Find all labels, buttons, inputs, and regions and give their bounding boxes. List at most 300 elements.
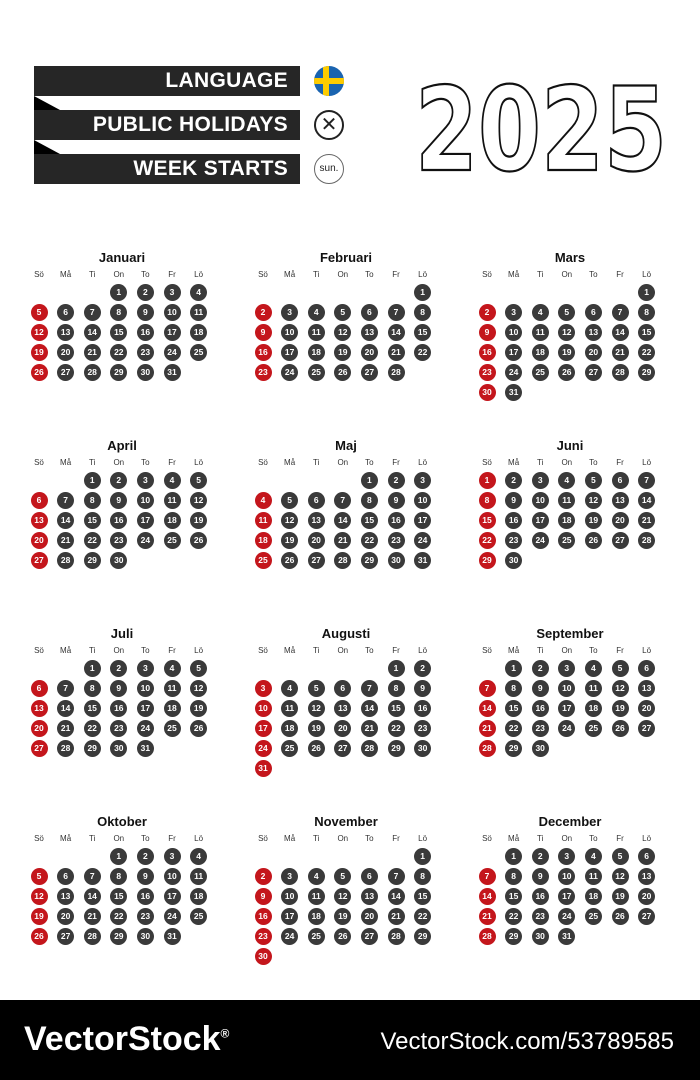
day-cell: 22 bbox=[110, 908, 127, 925]
day-cell: 17 bbox=[137, 700, 154, 717]
day-cell: 19 bbox=[585, 512, 602, 529]
sunday-day-cell: 19 bbox=[31, 344, 48, 361]
day-cell: 2 bbox=[137, 848, 154, 865]
weekday-label: Lö bbox=[194, 270, 204, 279]
day-cell: 19 bbox=[190, 512, 207, 529]
day-cell: 20 bbox=[638, 700, 655, 717]
day-cell: 1 bbox=[414, 284, 431, 301]
day-cell: 16 bbox=[110, 700, 127, 717]
day-cell: 25 bbox=[585, 720, 602, 737]
day-cell: 30 bbox=[137, 928, 154, 945]
day-cell: 28 bbox=[57, 552, 74, 569]
weekday-label: Ti bbox=[89, 834, 96, 843]
day-cell: 5 bbox=[281, 492, 298, 509]
weekday-label: On bbox=[337, 270, 349, 279]
day-cell: 1 bbox=[638, 284, 655, 301]
day-cell: 24 bbox=[281, 928, 298, 945]
day-cell: 5 bbox=[585, 472, 602, 489]
weekday-label: Lö bbox=[642, 458, 652, 467]
day-cell: 14 bbox=[612, 324, 629, 341]
weekday-label: Lö bbox=[194, 458, 204, 467]
day-cell: 26 bbox=[612, 908, 629, 925]
day-cell: 25 bbox=[532, 364, 549, 381]
sunday-day-cell: 12 bbox=[31, 888, 48, 905]
day-cell: 9 bbox=[532, 680, 549, 697]
day-cell: 12 bbox=[585, 492, 602, 509]
day-cell: 15 bbox=[84, 700, 101, 717]
sunday-day-cell: 3 bbox=[255, 680, 272, 697]
sunday-day-cell: 6 bbox=[31, 492, 48, 509]
day-cell: 4 bbox=[532, 304, 549, 321]
day-cell: 18 bbox=[164, 700, 181, 717]
day-cell: 29 bbox=[84, 552, 101, 569]
weekday-label: To bbox=[141, 458, 150, 467]
weekday-label: Ti bbox=[89, 270, 96, 279]
month-title: Januari bbox=[98, 250, 146, 265]
day-cell: 2 bbox=[110, 660, 127, 677]
weekday-label: Ti bbox=[313, 834, 320, 843]
day-cell: 26 bbox=[334, 928, 351, 945]
weekday-label: Sö bbox=[482, 646, 492, 655]
day-cell: 6 bbox=[57, 304, 74, 321]
day-cell: 19 bbox=[612, 888, 629, 905]
day-cell: 12 bbox=[612, 868, 629, 885]
weekday-label: Sö bbox=[258, 270, 268, 279]
day-cell: 11 bbox=[532, 324, 549, 341]
day-cell: 18 bbox=[558, 512, 575, 529]
day-cell: 9 bbox=[414, 680, 431, 697]
day-cell: 29 bbox=[110, 928, 127, 945]
day-cell: 2 bbox=[137, 284, 154, 301]
day-cell: 12 bbox=[612, 680, 629, 697]
weekday-label: Lö bbox=[194, 834, 204, 843]
weekday-label: Fr bbox=[392, 270, 400, 279]
weekday-label: Må bbox=[508, 270, 520, 279]
day-cell: 27 bbox=[334, 740, 351, 757]
day-cell: 18 bbox=[585, 700, 602, 717]
day-cell: 1 bbox=[361, 472, 378, 489]
day-cell: 17 bbox=[164, 324, 181, 341]
day-cell: 3 bbox=[164, 848, 181, 865]
day-cell: 21 bbox=[361, 720, 378, 737]
day-cell: 4 bbox=[585, 660, 602, 677]
weekday-label: Fr bbox=[616, 458, 624, 467]
day-cell: 14 bbox=[388, 324, 405, 341]
day-cell: 16 bbox=[532, 888, 549, 905]
weekday-label: Sö bbox=[258, 834, 268, 843]
day-cell: 23 bbox=[532, 908, 549, 925]
day-cell: 22 bbox=[505, 720, 522, 737]
month-title: Augusti bbox=[321, 626, 371, 641]
day-cell: 29 bbox=[414, 928, 431, 945]
month-title: November bbox=[314, 814, 378, 829]
day-cell: 22 bbox=[388, 720, 405, 737]
day-cell: 30 bbox=[414, 740, 431, 757]
day-cell: 26 bbox=[612, 720, 629, 737]
day-cell: 12 bbox=[190, 492, 207, 509]
day-cell: 30 bbox=[137, 364, 154, 381]
weekday-label: To bbox=[589, 270, 598, 279]
day-cell: 24 bbox=[164, 908, 181, 925]
year-text: 2025 bbox=[415, 64, 667, 184]
day-cell: 1 bbox=[84, 660, 101, 677]
month-title: Juni bbox=[556, 438, 584, 453]
day-cell: 2 bbox=[532, 660, 549, 677]
day-cell: 28 bbox=[84, 928, 101, 945]
day-cell: 26 bbox=[308, 740, 325, 757]
day-cell: 12 bbox=[281, 512, 298, 529]
sunday-day-cell: 14 bbox=[479, 700, 496, 717]
day-cell: 27 bbox=[585, 364, 602, 381]
day-cell: 7 bbox=[612, 304, 629, 321]
day-cell: 17 bbox=[558, 888, 575, 905]
day-cell: 7 bbox=[84, 304, 101, 321]
weekday-label: Sö bbox=[482, 270, 492, 279]
brand-mark: ® bbox=[220, 1026, 230, 1041]
weekday-label: Må bbox=[508, 646, 520, 655]
day-cell: 22 bbox=[414, 908, 431, 925]
day-cell: 21 bbox=[388, 344, 405, 361]
day-cell: 5 bbox=[612, 848, 629, 865]
day-cell: 9 bbox=[110, 492, 127, 509]
cross-mark: ✕ bbox=[320, 114, 338, 136]
weekday-label: Må bbox=[284, 458, 296, 467]
day-cell: 4 bbox=[308, 304, 325, 321]
day-cell: 10 bbox=[505, 324, 522, 341]
weekday-label: To bbox=[589, 646, 598, 655]
day-cell: 25 bbox=[585, 908, 602, 925]
weekday-label: Lö bbox=[418, 646, 428, 655]
day-cell: 30 bbox=[388, 552, 405, 569]
day-cell: 4 bbox=[190, 848, 207, 865]
day-cell: 24 bbox=[505, 364, 522, 381]
sweden-flag-icon bbox=[314, 66, 344, 96]
day-cell: 22 bbox=[84, 532, 101, 549]
sunday-day-cell: 14 bbox=[479, 888, 496, 905]
day-cell: 23 bbox=[505, 532, 522, 549]
day-cell: 7 bbox=[388, 304, 405, 321]
day-cell: 29 bbox=[84, 740, 101, 757]
day-cell: 5 bbox=[612, 660, 629, 677]
day-cell: 14 bbox=[84, 888, 101, 905]
day-cell: 9 bbox=[137, 304, 154, 321]
weekday-label: On bbox=[113, 458, 125, 467]
weekday-label: On bbox=[113, 834, 125, 843]
day-cell: 15 bbox=[388, 700, 405, 717]
day-cell: 16 bbox=[110, 512, 127, 529]
weekday-label: On bbox=[337, 458, 349, 467]
day-cell: 14 bbox=[84, 324, 101, 341]
day-cell: 20 bbox=[612, 512, 629, 529]
day-cell: 2 bbox=[388, 472, 405, 489]
day-cell: 10 bbox=[281, 324, 298, 341]
day-cell: 4 bbox=[164, 472, 181, 489]
weekday-label: Fr bbox=[392, 458, 400, 467]
day-cell: 23 bbox=[388, 532, 405, 549]
day-cell: 21 bbox=[57, 532, 74, 549]
day-cell: 14 bbox=[57, 700, 74, 717]
day-cell: 10 bbox=[137, 492, 154, 509]
weekday-label: Må bbox=[60, 646, 72, 655]
day-cell: 25 bbox=[558, 532, 575, 549]
day-cell: 27 bbox=[57, 928, 74, 945]
weekday-label: To bbox=[589, 458, 598, 467]
sunday-day-cell: 5 bbox=[31, 304, 48, 321]
weekday-label: Ti bbox=[537, 646, 544, 655]
day-cell: 2 bbox=[110, 472, 127, 489]
day-cell: 1 bbox=[388, 660, 405, 677]
weekday-label: Sö bbox=[258, 458, 268, 467]
day-cell: 20 bbox=[361, 908, 378, 925]
day-cell: 9 bbox=[532, 868, 549, 885]
day-cell: 28 bbox=[334, 552, 351, 569]
weekday-label: Fr bbox=[616, 646, 624, 655]
weekday-label: Lö bbox=[418, 270, 428, 279]
day-cell: 22 bbox=[361, 532, 378, 549]
weekday-label: Lö bbox=[642, 834, 652, 843]
day-cell: 9 bbox=[388, 492, 405, 509]
sunday-day-cell: 20 bbox=[31, 532, 48, 549]
weekday-label: On bbox=[337, 646, 349, 655]
day-cell: 21 bbox=[84, 908, 101, 925]
day-cell: 12 bbox=[190, 680, 207, 697]
sunday-day-cell: 7 bbox=[479, 680, 496, 697]
day-cell: 18 bbox=[308, 344, 325, 361]
sunday-day-cell: 16 bbox=[255, 344, 272, 361]
weekday-label: Sö bbox=[482, 834, 492, 843]
day-cell: 19 bbox=[190, 700, 207, 717]
day-cell: 26 bbox=[190, 720, 207, 737]
day-cell: 6 bbox=[334, 680, 351, 697]
day-cell: 26 bbox=[558, 364, 575, 381]
day-cell: 17 bbox=[281, 344, 298, 361]
day-cell: 25 bbox=[281, 740, 298, 757]
day-cell: 17 bbox=[137, 512, 154, 529]
day-cell: 23 bbox=[137, 344, 154, 361]
sunday-day-cell: 2 bbox=[479, 304, 496, 321]
day-cell: 3 bbox=[414, 472, 431, 489]
day-cell: 24 bbox=[137, 532, 154, 549]
day-cell: 7 bbox=[638, 472, 655, 489]
day-cell: 3 bbox=[558, 848, 575, 865]
day-cell: 7 bbox=[361, 680, 378, 697]
cross-icon bbox=[314, 110, 344, 140]
day-cell: 10 bbox=[281, 888, 298, 905]
day-cell: 7 bbox=[84, 868, 101, 885]
day-cell: 31 bbox=[505, 384, 522, 401]
sunday-day-cell: 4 bbox=[255, 492, 272, 509]
day-cell: 29 bbox=[638, 364, 655, 381]
sunday-day-cell: 31 bbox=[255, 760, 272, 777]
sunday-day-cell: 13 bbox=[31, 700, 48, 717]
weekday-label: To bbox=[141, 646, 150, 655]
weekday-label: Må bbox=[284, 646, 296, 655]
day-cell: 7 bbox=[57, 680, 74, 697]
day-cell: 1 bbox=[505, 660, 522, 677]
day-cell: 17 bbox=[281, 908, 298, 925]
day-cell: 16 bbox=[414, 700, 431, 717]
weekday-label: Fr bbox=[168, 270, 176, 279]
sunday-day-cell: 16 bbox=[255, 908, 272, 925]
day-cell: 29 bbox=[110, 364, 127, 381]
day-cell: 22 bbox=[84, 720, 101, 737]
day-cell: 15 bbox=[361, 512, 378, 529]
day-cell: 21 bbox=[388, 908, 405, 925]
day-cell: 20 bbox=[308, 532, 325, 549]
sunday-day-cell: 5 bbox=[31, 868, 48, 885]
day-cell: 13 bbox=[638, 868, 655, 885]
day-cell: 11 bbox=[585, 868, 602, 885]
day-cell: 10 bbox=[532, 492, 549, 509]
day-cell: 25 bbox=[190, 908, 207, 925]
day-cell: 8 bbox=[84, 492, 101, 509]
weekday-label: Må bbox=[284, 834, 296, 843]
day-cell: 6 bbox=[308, 492, 325, 509]
day-cell: 12 bbox=[334, 324, 351, 341]
day-cell: 8 bbox=[110, 304, 127, 321]
day-cell: 5 bbox=[190, 472, 207, 489]
day-cell: 10 bbox=[558, 680, 575, 697]
day-cell: 11 bbox=[164, 492, 181, 509]
weekday-label: Lö bbox=[194, 646, 204, 655]
day-cell: 6 bbox=[612, 472, 629, 489]
month-title: April bbox=[107, 438, 137, 453]
month-title: Februari bbox=[319, 250, 372, 265]
month-title: Mars bbox=[554, 250, 586, 265]
day-cell: 30 bbox=[532, 740, 549, 757]
sunday-day-cell: 1 bbox=[479, 472, 496, 489]
sunday-day-cell: 13 bbox=[31, 512, 48, 529]
weekday-label: Lö bbox=[642, 270, 652, 279]
day-cell: 27 bbox=[612, 532, 629, 549]
day-cell: 22 bbox=[638, 344, 655, 361]
day-cell: 31 bbox=[164, 928, 181, 945]
sunday-day-cell: 8 bbox=[479, 492, 496, 509]
day-cell: 11 bbox=[558, 492, 575, 509]
sunday-day-cell: 21 bbox=[479, 908, 496, 925]
day-cell: 13 bbox=[585, 324, 602, 341]
day-cell: 4 bbox=[585, 848, 602, 865]
weekday-label: On bbox=[561, 834, 573, 843]
day-cell: 14 bbox=[57, 512, 74, 529]
weekday-label: Ti bbox=[537, 458, 544, 467]
day-cell: 16 bbox=[505, 512, 522, 529]
sunday-day-cell: 20 bbox=[31, 720, 48, 737]
day-cell: 19 bbox=[334, 908, 351, 925]
day-cell: 10 bbox=[164, 868, 181, 885]
day-cell: 15 bbox=[638, 324, 655, 341]
day-cell: 19 bbox=[558, 344, 575, 361]
weekday-label: To bbox=[365, 834, 374, 843]
day-cell: 18 bbox=[308, 908, 325, 925]
day-cell: 4 bbox=[164, 660, 181, 677]
day-cell: 5 bbox=[558, 304, 575, 321]
day-cell: 14 bbox=[638, 492, 655, 509]
weekday-label: Må bbox=[60, 458, 72, 467]
sunday-day-cell: 27 bbox=[31, 552, 48, 569]
day-cell: 21 bbox=[57, 720, 74, 737]
weekday-label: Fr bbox=[616, 270, 624, 279]
day-cell: 13 bbox=[361, 888, 378, 905]
weekday-label: Fr bbox=[392, 646, 400, 655]
day-cell: 28 bbox=[638, 532, 655, 549]
day-cell: 3 bbox=[558, 660, 575, 677]
day-cell: 17 bbox=[532, 512, 549, 529]
day-cell: 8 bbox=[505, 680, 522, 697]
day-cell: 17 bbox=[505, 344, 522, 361]
sunday-day-cell: 9 bbox=[255, 888, 272, 905]
day-cell: 23 bbox=[110, 720, 127, 737]
sunday-day-cell: 23 bbox=[255, 928, 272, 945]
sunday-day-cell: 30 bbox=[479, 384, 496, 401]
weekday-label: On bbox=[561, 458, 573, 467]
day-cell: 11 bbox=[308, 324, 325, 341]
day-cell: 3 bbox=[137, 472, 154, 489]
day-cell: 27 bbox=[361, 928, 378, 945]
day-cell: 8 bbox=[414, 868, 431, 885]
day-cell: 13 bbox=[638, 680, 655, 697]
weekday-label: Sö bbox=[34, 646, 44, 655]
day-cell: 26 bbox=[190, 532, 207, 549]
day-cell: 4 bbox=[308, 868, 325, 885]
day-cell: 30 bbox=[532, 928, 549, 945]
day-cell: 28 bbox=[612, 364, 629, 381]
weekday-label: Ti bbox=[89, 646, 96, 655]
day-cell: 4 bbox=[190, 284, 207, 301]
day-cell: 29 bbox=[505, 740, 522, 757]
day-cell: 6 bbox=[57, 868, 74, 885]
day-cell: 9 bbox=[505, 492, 522, 509]
day-cell: 15 bbox=[110, 324, 127, 341]
day-cell: 23 bbox=[414, 720, 431, 737]
weekday-label: To bbox=[365, 458, 374, 467]
day-cell: 13 bbox=[57, 888, 74, 905]
day-cell: 22 bbox=[414, 344, 431, 361]
day-cell: 18 bbox=[164, 512, 181, 529]
weekday-label: Ti bbox=[537, 834, 544, 843]
weekday-label: To bbox=[365, 646, 374, 655]
day-cell: 11 bbox=[281, 700, 298, 717]
language-label: LANGUAGE bbox=[165, 69, 288, 92]
weekday-label: Må bbox=[508, 458, 520, 467]
day-cell: 21 bbox=[84, 344, 101, 361]
sunday-day-cell: 12 bbox=[31, 324, 48, 341]
day-cell: 1 bbox=[84, 472, 101, 489]
weekday-label: Lö bbox=[642, 646, 652, 655]
day-cell: 29 bbox=[388, 740, 405, 757]
weekday-label: Må bbox=[284, 270, 296, 279]
weekday-label: Ti bbox=[89, 458, 96, 467]
day-cell: 6 bbox=[361, 868, 378, 885]
day-cell: 20 bbox=[361, 344, 378, 361]
day-cell: 12 bbox=[308, 700, 325, 717]
weekday-label: Sö bbox=[482, 458, 492, 467]
day-cell: 6 bbox=[638, 660, 655, 677]
day-cell: 24 bbox=[137, 720, 154, 737]
day-cell: 22 bbox=[110, 344, 127, 361]
day-cell: 30 bbox=[505, 552, 522, 569]
day-cell: 14 bbox=[388, 888, 405, 905]
day-cell: 10 bbox=[164, 304, 181, 321]
day-cell: 23 bbox=[137, 908, 154, 925]
sunday-day-cell: 27 bbox=[31, 740, 48, 757]
day-cell: 31 bbox=[137, 740, 154, 757]
day-cell: 6 bbox=[361, 304, 378, 321]
day-cell: 16 bbox=[532, 700, 549, 717]
day-cell: 8 bbox=[361, 492, 378, 509]
day-cell: 6 bbox=[585, 304, 602, 321]
sunday-day-cell: 2 bbox=[255, 868, 272, 885]
